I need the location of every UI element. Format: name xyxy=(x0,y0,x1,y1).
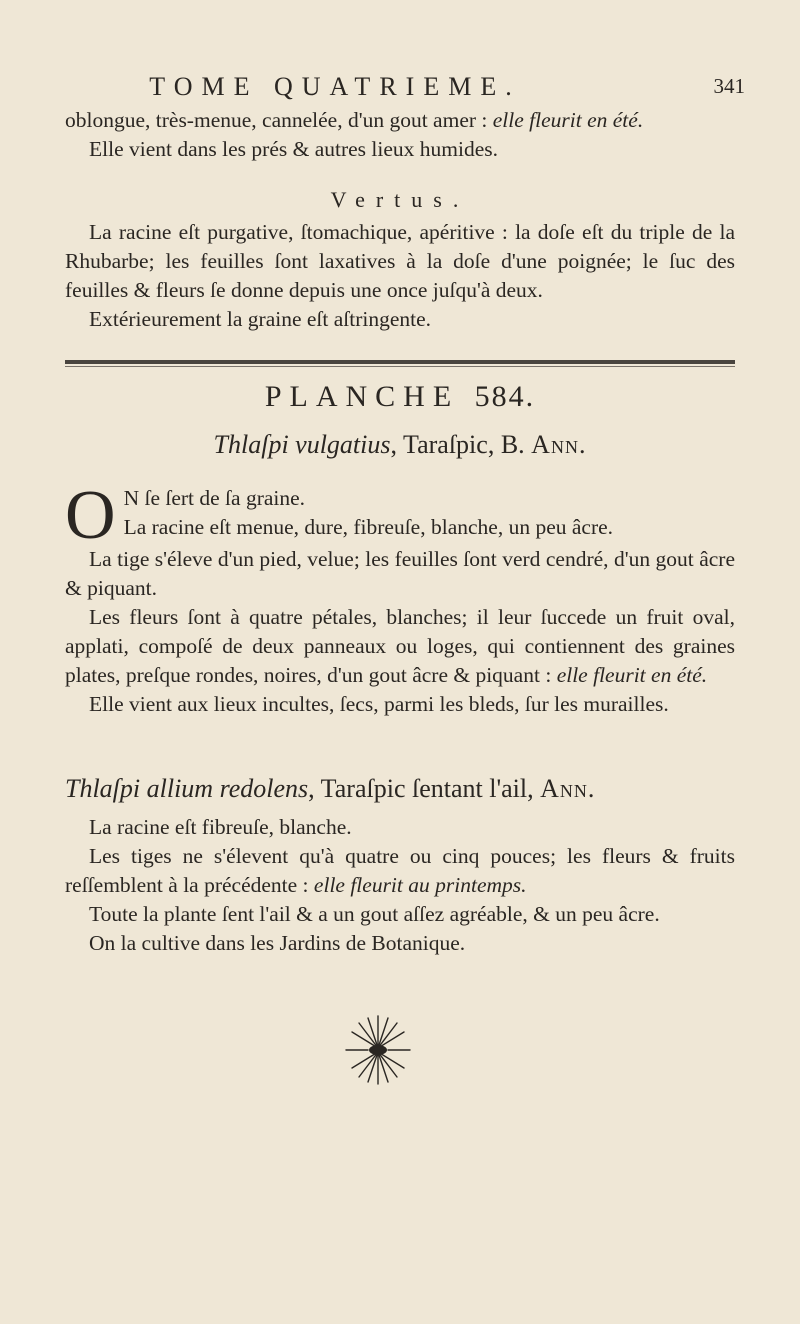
species-1-paragraph-2: La racine eſt menue, dure, fibreuſe, blanche, un peu âcre. xyxy=(123,515,614,539)
drop-cap: O xyxy=(65,477,116,554)
species-2-text xyxy=(65,813,735,958)
species-latin-name: Thlaſpi vulgatius xyxy=(213,430,391,459)
continuation-text: oblongue, très-menue, cannelée, d'un gout amer : xyxy=(65,108,493,132)
planche-number: 584. xyxy=(474,380,536,413)
running-head-title: TOME QUATRIEME. xyxy=(149,72,521,101)
habitat-paragraph: Elle vient dans les prés & autres lieux humides. xyxy=(89,137,499,161)
species-2-annual-mark: Ann. xyxy=(540,774,596,803)
vertus-paragraph-2: Extérieurement la graine eſt aſtringente. xyxy=(89,307,432,331)
species-2-flowering-note: elle fleurit au printemps. xyxy=(313,873,527,897)
species-1-flowering-note: elle fleurit en été. xyxy=(556,663,708,687)
species-1-paragraph-3: La tige s'éleve d'un pied, velue; les feuilles ſont verd cendré, d'un gout âcre & piquant. xyxy=(65,547,735,600)
species-2-common-name: , Taraſpic ſentant l'ail, xyxy=(308,774,534,803)
species-2-paragraph-4: On la cultive dans les Jardins de Botanique. xyxy=(89,931,466,955)
page-number: 341 xyxy=(713,74,745,98)
planche-heading xyxy=(65,380,735,414)
vertus-section xyxy=(65,218,735,334)
species-1-paragraph-1: N ſe ſert de ſa graine. xyxy=(123,486,306,510)
vertus-paragraph-1: La racine eſt purgative, ſtomachique, apéritive : la doſe eſt du triple de la Rhubarbe; les feuilles ſont laxatives à la doſe d'une poignée; le ſuc des feuilles & fleurs ſe donne depuis une once juſqu'à deux. xyxy=(65,220,735,302)
species-1-paragraph-5: Elle vient aux lieux incultes, ſecs, parmi les bleds, ſur les murailles. xyxy=(89,692,669,716)
running-head xyxy=(65,72,745,106)
fleuron-ornament-icon xyxy=(338,1010,418,1090)
species-title-2 xyxy=(65,774,735,804)
continuation-paragraph xyxy=(65,106,735,135)
flowering-note: elle fleurit en été. xyxy=(492,108,644,132)
species-common-name: , Taraſpic, B. xyxy=(390,430,525,459)
species-title-1 xyxy=(65,430,735,460)
section-continuation xyxy=(65,106,735,164)
species-2-paragraph-1: La racine eſt fibreuſe, blanche. xyxy=(89,815,352,839)
species-2-paragraph-2 xyxy=(65,842,735,900)
vertus-heading: Vertus. xyxy=(330,187,470,212)
species-1-paragraph-4-text: Les fleurs ſont à quatre pétales, blanches; il leur ſuccede un fruit oval, applati, compoſé de deux panneaux ou loges, qui contiennent des graines plates, preſque rondes, noires, d'un gout âcre & piquant : xyxy=(65,605,735,687)
planche-label: PLANCHE xyxy=(264,380,460,413)
species-1-paragraph-4 xyxy=(65,603,735,690)
species-2-latin-name: Thlaſpi allium redolens xyxy=(65,774,309,803)
section-divider-rule xyxy=(65,360,735,367)
species-1-text xyxy=(65,477,735,719)
species-2-paragraph-3: Toute la plante ſent l'ail & a un gout aſſez agréable, & un peu âcre. xyxy=(89,902,660,926)
species-2-paragraph-2-text: Les tiges ne s'élevent qu'à quatre ou cinq pouces; les fleurs & fruits reſſemblent à la précédente : xyxy=(65,844,735,897)
species-annual-mark: Ann. xyxy=(531,430,587,459)
